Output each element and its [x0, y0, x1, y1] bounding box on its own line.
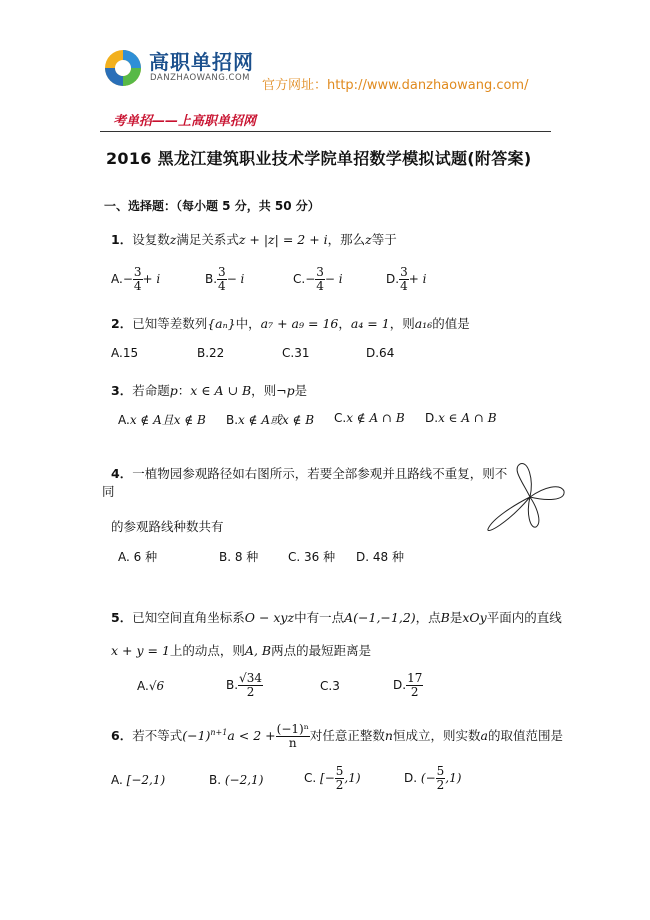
question-1-option-a[interactable]: A.− $\frac{3}{4}$ + i	[111, 265, 161, 293]
question-1-option-b[interactable]: B. $\frac{3}{4}$ − i	[205, 265, 245, 293]
question-1-stem: 1．设复数z满足关系式z + |z| = 2 + i，那么z等于	[111, 232, 397, 247]
official-site-link[interactable]: 官方网址：http://www.danzhaowang.com/	[262, 78, 529, 93]
question-1-option-c[interactable]: C.− $\frac{3}{4}$ − i	[293, 265, 343, 293]
question-3-option-b[interactable]: B.x ∉ A或x ∉ B	[226, 413, 315, 427]
question-4-option-c[interactable]: C. 36 种	[288, 550, 336, 564]
question-6-option-d[interactable]: D. (− $\frac{5}{2}$ ,1)	[404, 764, 462, 792]
logo-title: 高职单招网	[149, 50, 254, 74]
question-5-stem-line2: x + y = 1上的动点，则A, B两点的最短距离是	[111, 643, 372, 658]
question-number: 1．	[111, 232, 133, 247]
park-route-figure	[484, 461, 566, 536]
question-3-option-d[interactable]: D.x ∈ A ∩ B	[425, 411, 497, 425]
question-4-stem-line2: 同	[102, 484, 115, 499]
question-5-stem-line1: 5．已知空间直角坐标系O − xyz中有一点A(−1,−1,2)，点B是xOy平面内的直线	[111, 610, 562, 625]
question-2-stem: 2．已知等差数列{aₙ}中，a₇ + a₉ = 16，a₄ = 1，则a₁₆的值是	[111, 316, 470, 331]
question-4-option-b[interactable]: B. 8 种	[219, 550, 259, 564]
question-1-option-d[interactable]: D. $\frac{3}{4}$ + i	[386, 265, 427, 293]
question-6-option-c[interactable]: C. [− $\frac{5}{2}$ ,1)	[304, 764, 361, 792]
question-4-option-d[interactable]: D. 48 种	[356, 550, 404, 564]
question-5-option-b[interactable]: B. $\frac{√34}{2}$	[226, 671, 262, 699]
question-2-option-a[interactable]: A.15	[111, 346, 139, 360]
section-heading: 一、选择题：（每小题 5 分，共 50 分）	[104, 199, 320, 213]
question-5-option-a[interactable]: A.√6	[137, 679, 165, 693]
question-3-option-c[interactable]: C.x ∉ A ∩ B	[334, 411, 405, 425]
question-6-stem: 6．若不等式$(-1)^{n+1}a < 2$ + $\frac{\text{(−1)ⁿ}}{n}$ 对任意正整数n恒成立，则实数a的取值范围是	[111, 722, 563, 750]
logo-subtitle: DANZHAOWANG.COM	[150, 73, 250, 83]
question-2-option-c[interactable]: C.31	[282, 346, 310, 360]
question-2-option-d[interactable]: D.64	[366, 346, 395, 360]
site-logo	[103, 44, 263, 94]
question-6-option-a[interactable]: A. [−2,1)	[111, 773, 166, 787]
logo-ring-icon	[103, 48, 143, 88]
question-3-option-a[interactable]: A.x ∉ A且x ∉ B	[118, 413, 206, 427]
question-4-stem-line3: 的参观路线种数共有	[111, 519, 224, 534]
document-title: 2016 黑龙江建筑职业技术学院单招数学模拟试题(附答案)	[106, 149, 532, 168]
question-6-option-b[interactable]: B. (−2,1)	[209, 773, 264, 787]
question-4-option-a[interactable]: A. 6 种	[118, 550, 158, 564]
question-2-option-b[interactable]: B.22	[197, 346, 225, 360]
slogan: 考单招——上高职单招网	[113, 114, 257, 129]
question-4-stem-line1: 4．一植物园参观路径如右图所示，若要全部参观并且路线不重复，则不	[111, 466, 508, 481]
question-5-option-d[interactable]: D. $\frac{17}{2}$	[393, 671, 423, 699]
question-3-stem: 3．若命题p：x ∈ A ∪ B，则¬p是	[111, 383, 308, 398]
header-divider	[100, 131, 551, 132]
question-5-option-c[interactable]: C.3	[320, 679, 340, 693]
